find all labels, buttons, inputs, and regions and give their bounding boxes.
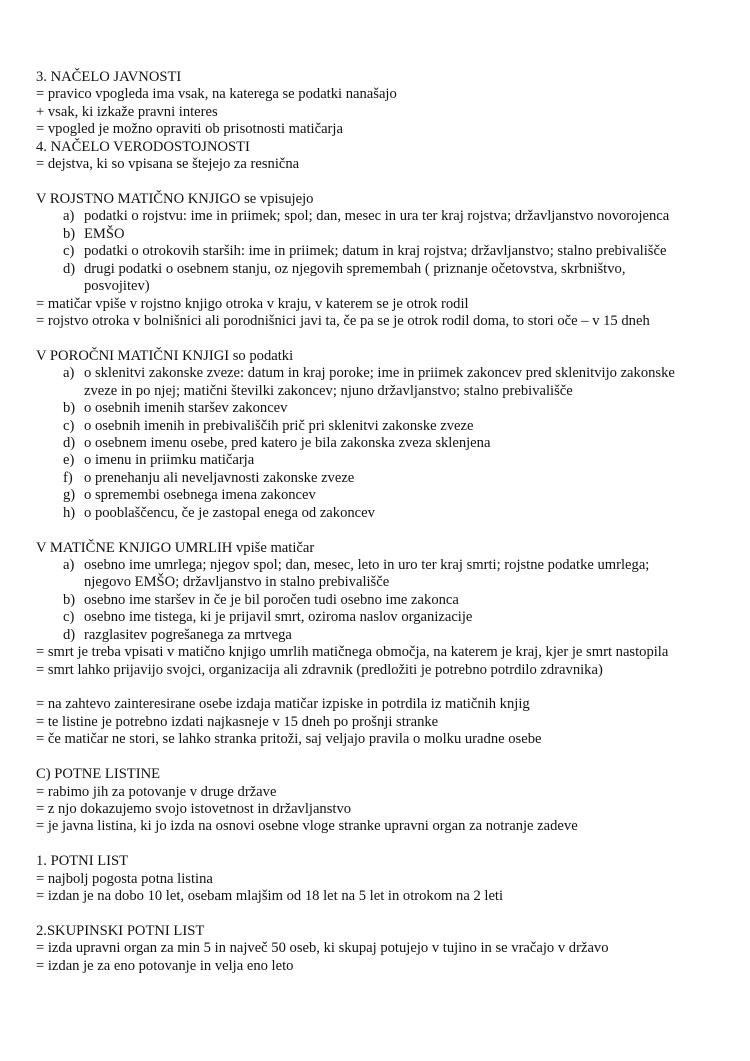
list-marker: a) [63, 557, 75, 574]
list-item-continuation: njegovo EMŠO; državljanstvo in stalno prebivališče [84, 574, 390, 591]
list-item-text: o prenehanju ali neveljavnosti zakonske zveze [84, 469, 355, 486]
text-line: 1. POTNI LIST [36, 853, 129, 870]
list-item [36, 609, 726, 626]
list-item [36, 243, 726, 260]
list-item-text: o spremembi osebnega imena zakoncev [84, 487, 316, 504]
text-line: + vsak, ki izkaže pravni interes [36, 103, 218, 120]
list-item-text: osebno ime umrlega; njegov spol; dan, mesec, leto in uro ter kraj smrti; rojstne podatke umrlega; [84, 557, 650, 574]
text-line: = dejstva, ki so vpisana se štejejo za resnična [36, 156, 300, 173]
list-marker: b) [63, 225, 76, 242]
list-marker: b) [63, 591, 76, 608]
list-item [36, 261, 726, 278]
list-item-text: podatki o otrokovih starših: ime in priimek; datum in kraj rojstva; državljanstvo; stalno prebivališče [84, 243, 667, 260]
list-item [36, 400, 726, 417]
list-item-text: o osebnem imenu osebe, pred katero je bila zakonska zveza sklenjena [84, 435, 491, 451]
text-line: C) POTNE LISTINE [36, 766, 161, 783]
text-line: = z njo dokazujemo svojo istovetnost in državljanstvo [36, 801, 352, 818]
list-item [36, 557, 726, 574]
list-marker: a) [63, 365, 75, 382]
text-line: = matičar vpiše v rojstno knjigo otroka v kraju, v katerem se je otrok rodil [36, 295, 469, 312]
list-item-text: o sklenitvi zakonske zveze: datum in kraj poroke; ime in priimek zakoncev pred sklenitvijo zakonske [84, 365, 675, 382]
text-line: = izdan je za eno potovanje in velja eno leto [36, 957, 294, 974]
list-item [36, 452, 726, 469]
list-item-text: EMŠO [84, 225, 125, 242]
list-item [36, 592, 726, 609]
text-line: = izda upravni organ za min 5 in največ 50 oseb, ki skupaj potujejo v tujino in se vračajo v državo [36, 940, 609, 957]
list-item [36, 487, 726, 504]
text-line: = smrt lahko prijavijo svojci, organizacija ali zdravnik (predložiti je potrebno potrdilo zdravnika) [36, 661, 603, 678]
text-line: V POROČNI MATIČNI KNJIGI so podatki [36, 347, 294, 364]
text-line: V MATIČNE KNJIGO UMRLIH vpiše matičar [36, 539, 315, 556]
text-line: 3. NAČELO JAVNOSTI [36, 69, 182, 85]
text-line: V ROJSTNO MATIČNO KNJIGO se vpisujejo [36, 190, 314, 207]
list-marker: d) [63, 626, 76, 643]
blank-line [36, 174, 726, 191]
list-item [36, 470, 726, 487]
list-item-continuation: zveze in po njej; matični številki zakoncev; njuno državljanstvo; stalno prebivališče [84, 382, 573, 399]
list-item-text: podatki o rojstvu: ime in priimek; spol; dan, mesec in ura ter kraj rojstva; državljanstvo novorojenca [84, 208, 670, 225]
list-item-text: osebno ime tistega, ki je prijavil smrt, oziroma naslov organizacije [84, 609, 473, 626]
text-line: = smrt je treba vpisati v matično knjigo umrlih matičnega območja, na katerem je kraj, kjer je smrt nastopila [36, 644, 669, 661]
blank-line [36, 330, 726, 347]
text-line: = te listine je potrebno izdati najkasneje v 15 dneh po prošnji stranke [36, 713, 439, 730]
list-item [36, 418, 726, 435]
blank-line [36, 679, 726, 696]
list-item-text: o osebnih imenih staršev zakoncev [84, 400, 288, 417]
text-line: = rojstvo otroka v bolnišnici ali porodnišnici javi ta, če pa se je otrok rodil doma, to stori oče – v 15 dneh [36, 312, 650, 329]
blank-line [36, 522, 726, 539]
list-item-text: o pooblaščencu, če je zastopal enega od zakoncev [84, 504, 375, 521]
list-marker: c) [63, 243, 75, 260]
blank-line [36, 836, 726, 853]
document-page [36, 69, 726, 975]
list-marker: f) [63, 469, 73, 486]
list-item [36, 435, 726, 452]
text-line: 4. NAČELO VERODOSTOJNOSTI [36, 138, 250, 155]
list-item-text: drugi podatki o osebnem stanju, oz njegovih spremembah ( priznanje očetovstva, skrbništvo, [84, 260, 626, 277]
text-line: = izdan je na dobo 10 let, osebam mlajšim od 18 let na 5 let in otrokom na 2 leti [36, 888, 504, 905]
list-item-continuation: posvojitev) [84, 278, 150, 295]
text-line: = na zahtevo zainteresirane osebe izdaja matičar izpiske in potrdila iz matičnih knjig [36, 696, 530, 713]
text-line: = pravico vpogleda ima vsak, na katerega se podatki nanašajo [36, 86, 397, 103]
text-line: = rabimo jih za potovanje v druge države [36, 783, 277, 800]
list-item-text: o imenu in priimku matičarja [84, 452, 255, 469]
list-marker: b) [63, 400, 76, 417]
text-line: = vpogled je možno opraviti ob prisotnosti matičarja [36, 121, 343, 138]
list-marker: h) [63, 504, 76, 521]
text-line: = najbolj pogosta potna listina [36, 870, 213, 887]
list-marker: g) [63, 487, 76, 504]
list-marker: a) [63, 208, 75, 225]
text-line: = če matičar ne stori, se lahko stranka pritoži, saj veljajo pravila o molku uradne osebe [36, 731, 542, 748]
text-line: = je javna listina, ki jo izda na osnovi osebne vloge stranke upravni organ za notranje zadeve [36, 818, 578, 835]
list-marker: d) [63, 260, 76, 277]
list-item-text: razglasitev pogrešanega za mrtvega [84, 626, 292, 643]
list-marker: d) [63, 435, 76, 451]
list-item [36, 627, 726, 644]
list-item [36, 365, 726, 382]
list-marker: e) [63, 452, 75, 469]
blank-line [36, 749, 726, 766]
text-line: 2.SKUPINSKI POTNI LIST [36, 922, 205, 939]
blank-line [36, 906, 726, 923]
list-item [36, 226, 726, 243]
list-marker: c) [63, 609, 75, 626]
list-item-text: osebno ime staršev in če je bil poročen tudi osebno ime zakonca [84, 591, 459, 608]
list-item [36, 208, 726, 225]
list-marker: c) [63, 417, 75, 434]
list-item-text: o osebnih imenih in prebivališčih prič pri sklenitvi zakonske zveze [84, 417, 474, 434]
list-item [36, 505, 726, 522]
